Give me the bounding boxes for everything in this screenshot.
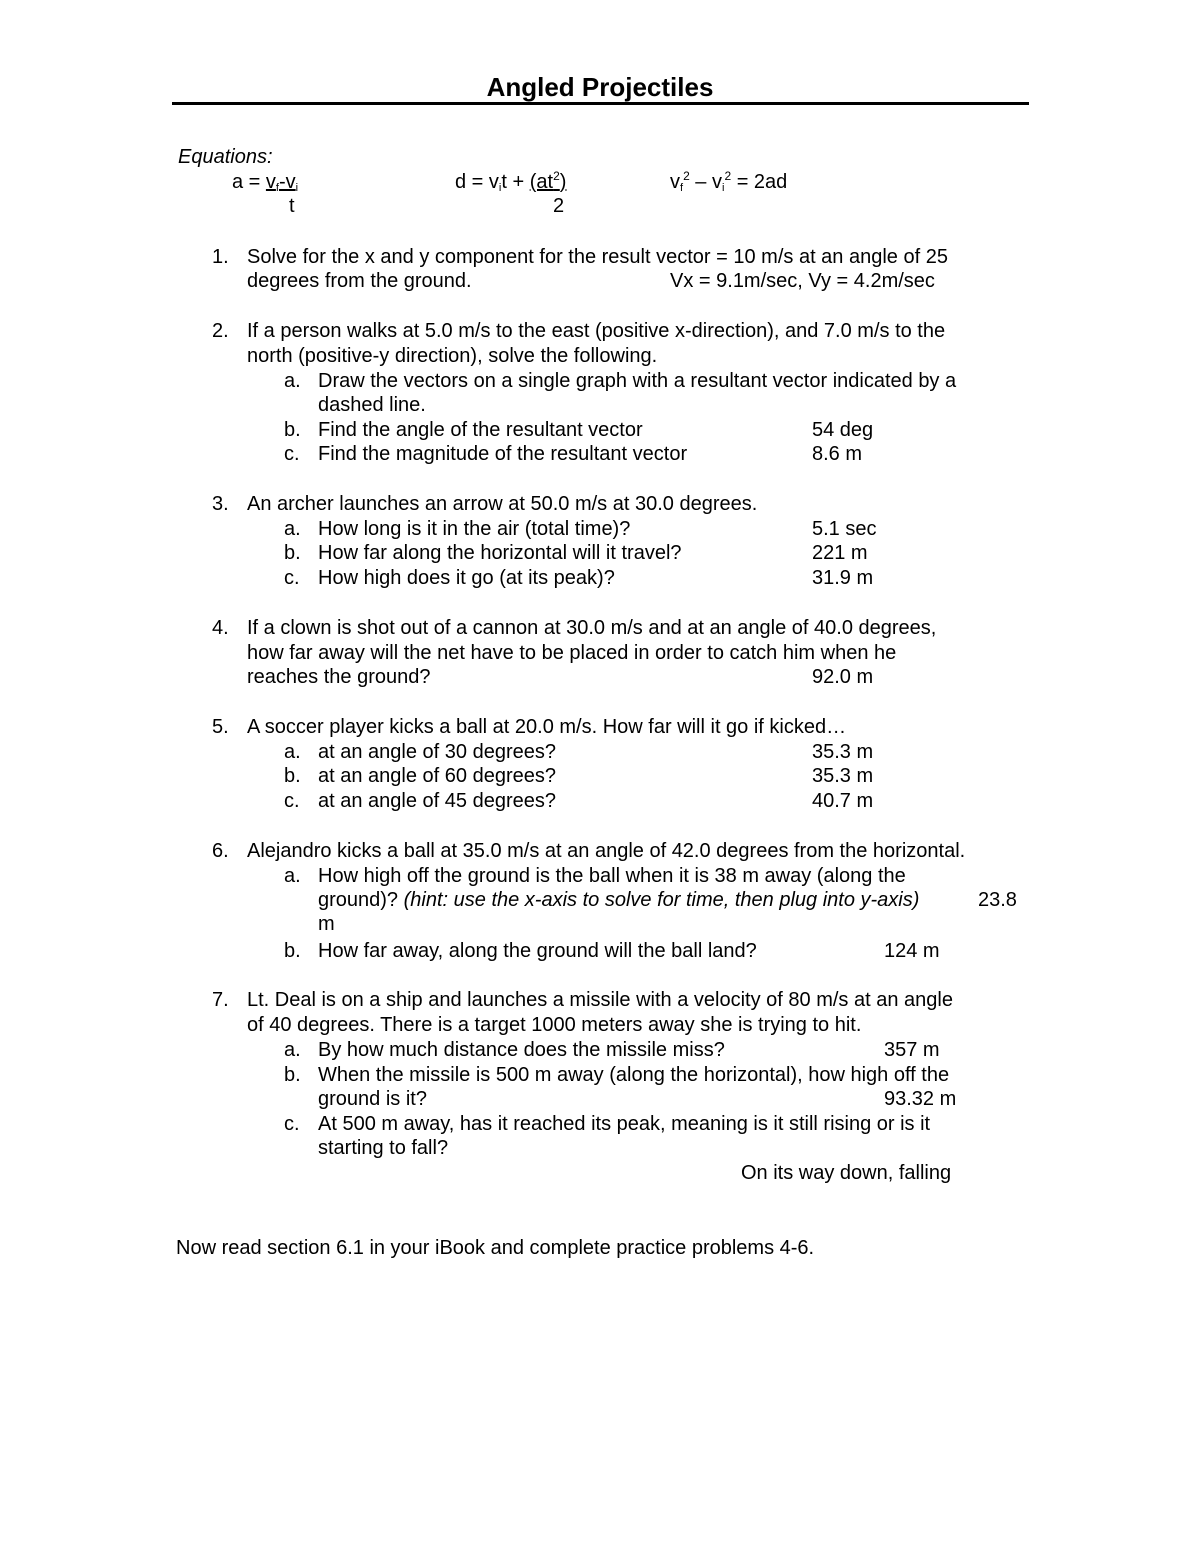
q6b-answer: 124 m xyxy=(884,940,940,962)
q6-number: 6. xyxy=(212,840,229,862)
q6a-answer-part1: 23.8 xyxy=(978,889,1017,911)
q5-text-line1: A soccer player kicks a ball at 20.0 m/s. How far will it go if kicked… xyxy=(247,716,847,738)
q7b-letter: b. xyxy=(284,1064,301,1086)
q2b-answer: 54 deg xyxy=(812,419,874,441)
q7a-text: By how much distance does the missile miss? xyxy=(318,1039,725,1061)
q7-text-line2: of 40 degrees. There is a target 1000 meters away she is trying to hit. xyxy=(247,1014,862,1036)
q2a-text-line1: Draw the vectors on a single graph with a resultant vector indicated by a xyxy=(318,370,957,392)
title-rule xyxy=(172,102,1029,105)
equations-label: Equations: xyxy=(178,146,273,168)
q6b-text: How far away, along the ground will the ball land? xyxy=(318,940,757,962)
q7c-letter: c. xyxy=(284,1113,300,1135)
q6a-text-line2 xyxy=(318,888,919,912)
equation-displacement-denominator: 2 xyxy=(553,195,565,217)
page-title: Angled Projectiles xyxy=(486,72,714,102)
q6b-letter: b. xyxy=(284,940,301,962)
q3a-text: How long is it in the air (total time)? xyxy=(318,518,631,540)
q4-number: 4. xyxy=(212,617,229,639)
q4-text-line2: how far away will the net have to be placed in order to catch him when he xyxy=(247,642,897,664)
q3c-letter: c. xyxy=(284,567,300,589)
q2a-letter: a. xyxy=(284,370,301,392)
equation-velocity-squared: $v_f^2 - v_i^2 = 2ad$ xyxy=(670,169,788,194)
equation-acceleration: $a = v_f-v_i$ xyxy=(232,171,299,194)
q3a-answer: 5.1 sec xyxy=(812,518,877,540)
q4-answer: 92.0 m xyxy=(812,666,874,688)
q6a-text-line1: How high off the ground is the ball when it is 38 m away (along the xyxy=(318,865,906,887)
q7b-answer: 93.32 m xyxy=(884,1088,957,1110)
q1-answer: Vx = 9.1m/sec, Vy = 4.2m/sec xyxy=(670,270,935,292)
q1-number: 1. xyxy=(212,246,229,268)
q2-text-line1: If a person walks at 5.0 m/s to the east (positive x-direction), and 7.0 m/s to the xyxy=(247,320,946,342)
q3-text-line1: An archer launches an arrow at 50.0 m/s at 30.0 degrees. xyxy=(247,493,758,515)
q3b-letter: b. xyxy=(284,542,301,564)
q3-number: 3. xyxy=(212,493,229,515)
q5a-answer: 35.3 m xyxy=(812,741,874,763)
q7-number: 7. xyxy=(212,989,229,1011)
q2b-text: Find the angle of the resultant vector xyxy=(318,419,643,441)
q5a-letter: a. xyxy=(284,741,301,763)
q2c-letter: c. xyxy=(284,443,300,465)
q5a-text: at an angle of 30 degrees? xyxy=(318,741,556,763)
q7c-text-line1: At 500 m away, has it reached its peak, meaning is it still rising or is it xyxy=(318,1113,931,1135)
q7b-text-line2: ground is it? xyxy=(318,1088,427,1110)
q2a-text-line2: dashed line. xyxy=(318,394,426,416)
q5c-letter: c. xyxy=(284,790,300,812)
q5c-text: at an angle of 45 degrees? xyxy=(318,790,556,812)
q7a-letter: a. xyxy=(284,1039,301,1061)
q5c-answer: 40.7 m xyxy=(812,790,874,812)
q6a-text-line2-main: ground)? xyxy=(318,889,399,911)
q2-text-line2: north (positive-y direction), solve the following. xyxy=(247,345,658,367)
q3c-text: How high does it go (at its peak)? xyxy=(318,567,615,589)
q6-text-line1: Alejandro kicks a ball at 35.0 m/s at an angle of 42.0 degrees from the horizontal. xyxy=(247,840,966,862)
q5-number: 5. xyxy=(212,716,229,738)
q3c-answer: 31.9 m xyxy=(812,567,874,589)
equation-displacement: $d = v_it + (at^2)$ xyxy=(455,169,567,194)
q7-text-line1: Lt. Deal is on a ship and launches a missile with a velocity of 80 m/s at an angle xyxy=(247,989,953,1011)
q5b-letter: b. xyxy=(284,765,301,787)
footer-instruction: Now read section 6.1 in your iBook and complete practice problems 4-6. xyxy=(176,1237,815,1259)
q2-number: 2. xyxy=(212,320,229,342)
q4-text-line1: If a clown is shot out of a cannon at 30.0 m/s and at an angle of 40.0 degrees, xyxy=(247,617,937,639)
equation-acceleration-denominator: t xyxy=(289,195,295,217)
q6a-letter: a. xyxy=(284,865,301,887)
q3a-letter: a. xyxy=(284,518,301,540)
q6a-answer-part2: m xyxy=(318,913,335,935)
q5b-text: at an angle of 60 degrees? xyxy=(318,765,556,787)
q3b-text: How far along the horizontal will it travel? xyxy=(318,542,682,564)
q7c-answer: On its way down, falling xyxy=(741,1162,952,1184)
q7c-text-line2: starting to fall? xyxy=(318,1137,449,1159)
q5b-answer: 35.3 m xyxy=(812,765,874,787)
q6a-hint: (hint: use the x-axis to solve for time, then plug into y-axis) xyxy=(403,889,920,911)
q4-text-line3: reaches the ground? xyxy=(247,666,431,688)
q3b-answer: 221 m xyxy=(812,542,868,564)
q7b-text-line1: When the missile is 500 m away (along the horizontal), how high off the xyxy=(318,1064,950,1086)
q2c-answer: 8.6 m xyxy=(812,443,863,465)
q2c-text: Find the magnitude of the resultant vector xyxy=(318,443,688,465)
q1-text-line2: degrees from the ground. xyxy=(247,270,472,292)
q1-text-line1: Solve for the x and y component for the result vector = 10 m/s at an angle of 25 xyxy=(247,246,948,268)
q2b-letter: b. xyxy=(284,419,301,441)
q7a-answer: 357 m xyxy=(884,1039,940,1061)
